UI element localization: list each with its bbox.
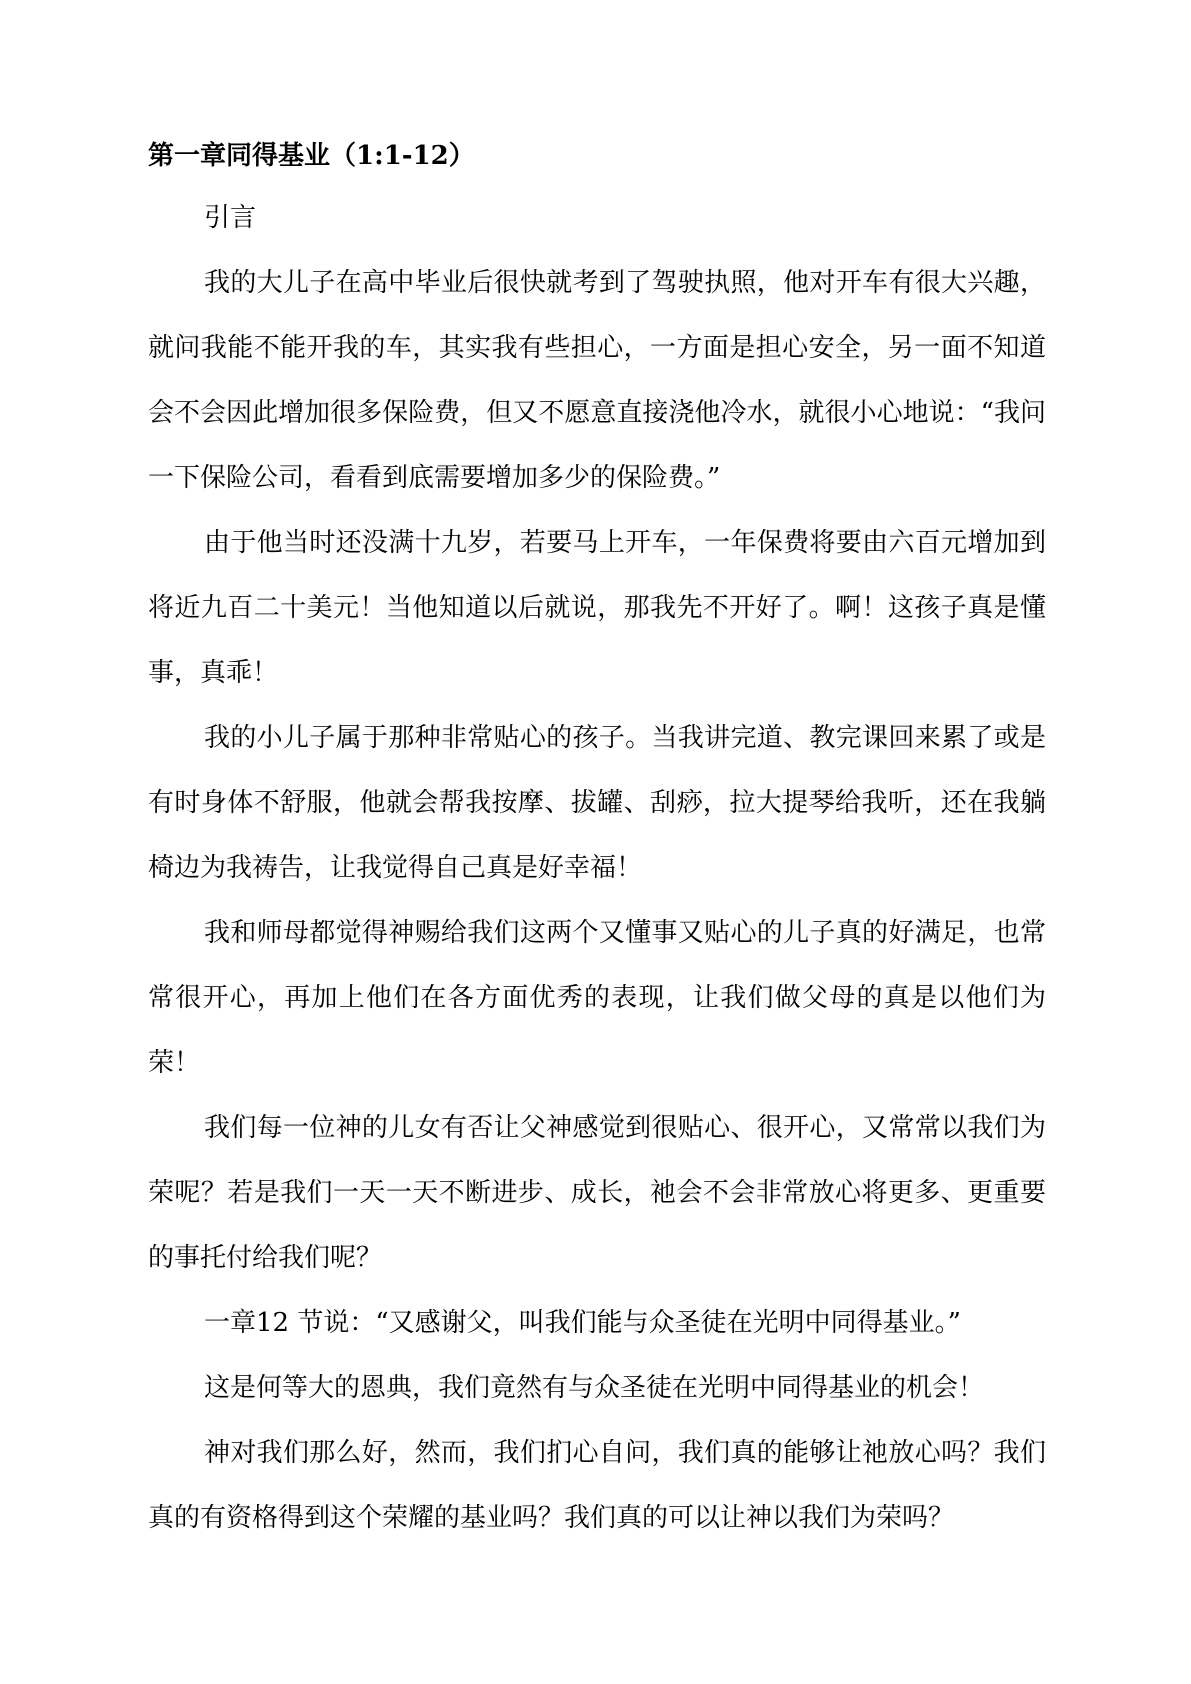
section-heading-intro: 引言	[204, 203, 257, 233]
document-body	[148, 126, 1046, 1551]
paragraph-children-of-god: 我们每一位神的儿女有否让父神感觉到很贴心、很开心，又常常以我们为荣呢？若是我们一天一天不断进步、成长，祂会不会非常放心将更多、更重要的事托付给我们呢？	[148, 1113, 1046, 1273]
chapter-title: 第一章同得基业（1:1-12）	[148, 141, 475, 171]
paragraph-self-examination: 神对我们那么好，然而，我们扪心自问，我们真的能够让祂放心吗？我们真的有资格得到这个荣耀的基业吗？我们真的可以让神以我们为荣吗？	[148, 1438, 1046, 1533]
paragraph-younger-son: 我的小儿子属于那种非常贴心的孩子。当我讲完道、教完课回来累了或是有时身体不舒服，他就会帮我按摩、拔罐、刮痧，拉大提琴给我听，还在我躺椅边为我祷告，让我觉得自己真是好幸福！	[148, 723, 1046, 883]
paragraph-parents-proud: 我和师母都觉得神赐给我们这两个又懂事又贴心的儿子真的好满足，也常常很开心，再加上他们在各方面优秀的表现，让我们做父母的真是以他们为荣！	[148, 918, 1046, 1078]
paragraph-elder-son-driving: 我的大儿子在高中毕业后很快就考到了驾驶执照，他对开车有很大兴趣，就问我能不能开我的车，其实我有些担心，一方面是担心安全，另一面不知道会不会因此增加很多保险费，但又不愿意直接浇他冷水，就很小心地说：“我问一下保险公司，看看到底需要增加多少的保险费。”	[148, 268, 1046, 493]
paragraph-grace: 这是何等大的恩典，我们竟然有与众圣徒在光明中同得基业的机会！	[204, 1373, 985, 1403]
paragraph-insurance-cost: 由于他当时还没满十九岁，若要马上开车，一年保费将要由六百元增加到将近九百二十美元！当他知道以后就说，那我先不开好了。啊！这孩子真是懂事，真乖！	[148, 528, 1046, 688]
paragraph-verse-quote: 一章12 节说：“又感谢父，叫我们能与众圣徒在光明中同得基业。”	[204, 1308, 961, 1338]
